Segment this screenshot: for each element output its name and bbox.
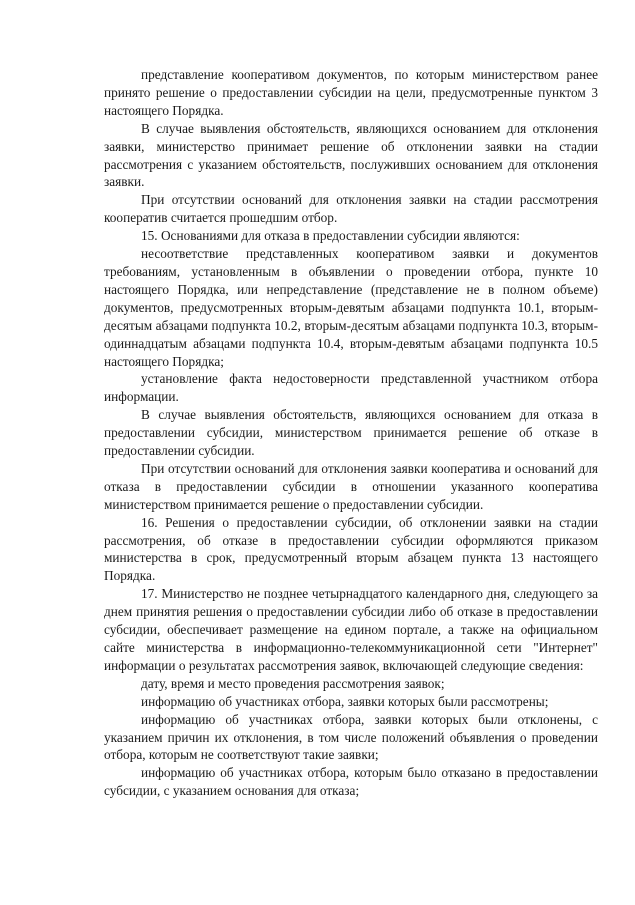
paragraph-1: представление кооперативом документов, по которым министерством ранее принято решение о предоставлении субсидии на цели, предусмотренные пунктом 3 настоящего Порядка. xyxy=(104,67,598,118)
paragraph-10: 17. Министерство не позднее четырнадцатого календарного дня, следующего за днем принятия решения о предоставлении субсидии либо об отказе в предоставлении субсидии, обеспечивает размещение на едином портале, а также на официальном сайте министерства в информационно-телекоммуникационной сети "Интернет" информации о результатах рассмотрения заявок, включающей следующие сведения: xyxy=(104,586,598,673)
paragraph-13: информацию об участниках отбора, заявки которых были отклонены, с указанием причин их отклонения, в том числе положений объявления о проведении отбора, которым не соответствуют такие заявки; xyxy=(104,711,598,763)
paragraph-3: При отсутствии оснований для отклонения заявки на стадии рассмотрения кооператив считается прошедшим отбор. xyxy=(104,192,598,226)
paragraph-9: 16. Решения о предоставлении субсидии, об отклонении заявки на стадии рассмотрения, об отказе в предоставлении субсидии оформляются приказом министерства в срок, предусмотренный вторым абзацем пункта 13 настоящего Порядка. xyxy=(104,514,598,584)
paragraph-12: информацию об участниках отбора, заявки которых были рассмотрены; xyxy=(141,693,549,709)
paragraph-8: При отсутствии оснований для отклонения заявки кооператива и оснований для отказа в предоставлении субсидии в отношении указанного кооператива министерством принимается решение о предоставлении субсидии. xyxy=(104,460,598,512)
paragraph-11: дату, время и место проведения рассмотрения заявок; xyxy=(141,675,445,691)
paragraph-14: информацию об участниках отбора, которым было отказано в предоставлении субсидии, с указанием основания для отказа; xyxy=(104,765,598,799)
paragraph-7: В случае выявления обстоятельств, являющихся основанием для отказа в предоставлении субсидии, министерством принимается решение об отказе в предоставлении субсидии. xyxy=(104,407,598,459)
paragraph-4: 15. Основаниями для отказа в предоставлении субсидии являются: xyxy=(141,228,520,244)
paragraph-6: установление факта недостоверности представленной участником отбора информации. xyxy=(104,371,598,405)
paragraph-2: В случае выявления обстоятельств, являющихся основанием для отклонения заявки, министерство принимает решение об отклонении заявки на стадии рассмотрения с указанием обстоятельств, послуживших основанием для отклонения заявки. xyxy=(104,120,598,190)
paragraph-5: несоответствие представленных кооперативом заявки и документов требованиям, установленным в объявлении о проведении отбора, пункте 10 настоящего Порядка, или непредставление (представление не в полном объеме) документов, предусмотренных вторым-девятым абзацами подпункта 10.1, вторым-десятым абзацами подпункта 10.2, вторым-десятым абзацами подпункта 10.3, вторым-одиннадцатым абзацами подпункта 10.4, вторым-девятым абзацами подпункта 10.5 настоящего Порядка; xyxy=(104,246,598,369)
document-body xyxy=(104,66,598,800)
